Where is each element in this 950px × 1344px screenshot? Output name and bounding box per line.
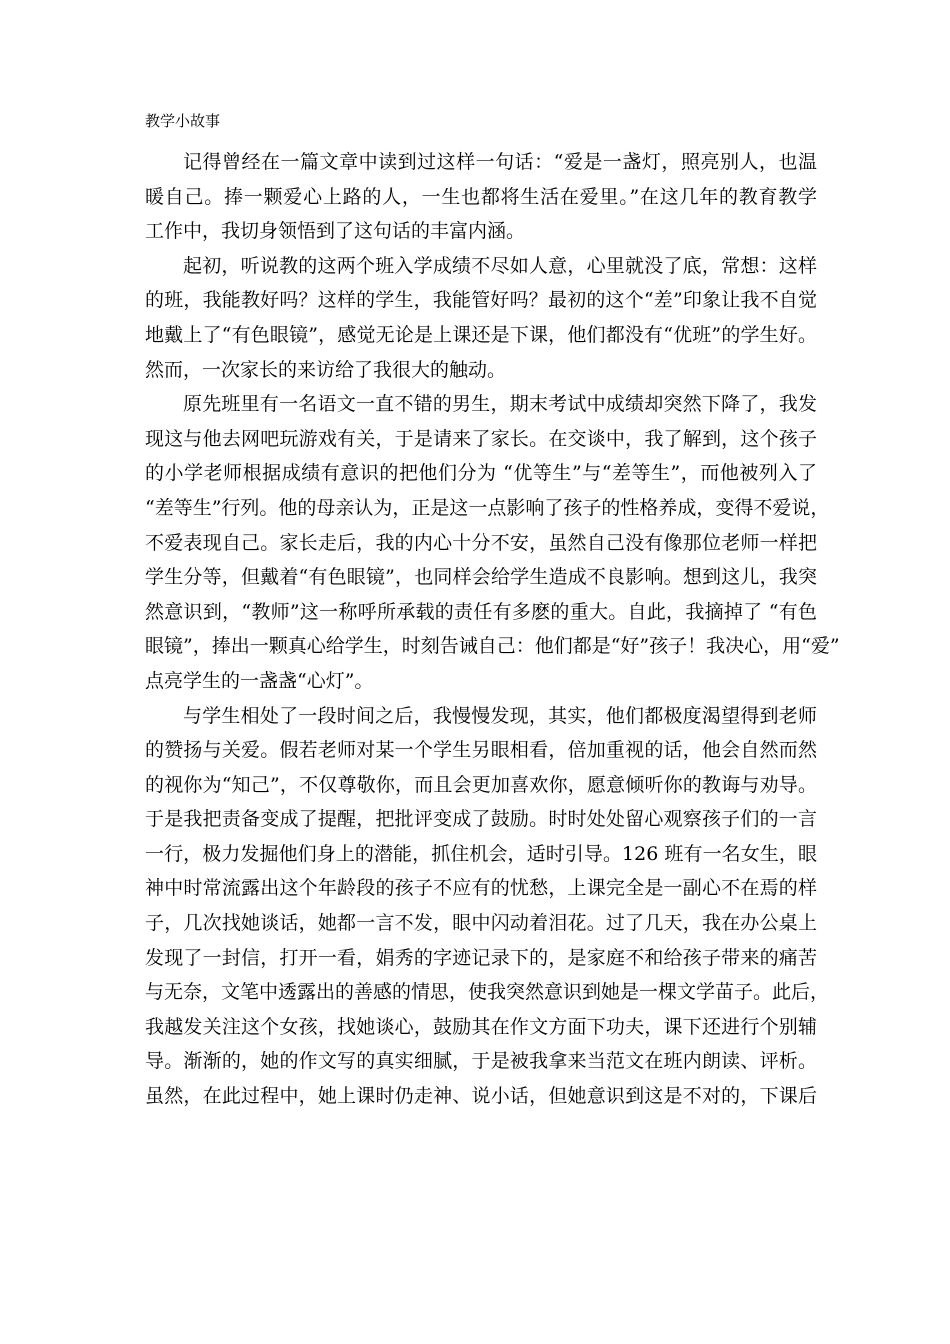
paragraph-line: 点亮学生的一盏盏“心灯”。 bbox=[145, 669, 374, 692]
paragraph-line: 原先班里有一名语文一直不错的男生，期末考试中成绩却突然下降了，我发 bbox=[183, 393, 817, 416]
paragraph-line: 学生分等，但戴着“有色眼镜”，也同样会给学生造成不良影响。想到这儿，我突 bbox=[145, 566, 817, 589]
paragraph-line: 虽然，在此过程中，她上课时仍走神、说小话，但她意识到这是不对的，下课后 bbox=[145, 1085, 817, 1108]
paragraph-line: 然而，一次家长的来访给了我很大的触动。 bbox=[145, 358, 507, 381]
paragraph-line: 的赞扬与关爱。假若老师对某一个学生另眼相看，倍加重视的话，他会自然而然 bbox=[145, 739, 817, 762]
paragraph-line: 子，几次找她谈话，她都一言不发，眼中闪动着泪花。过了几天，我在办公桌上 bbox=[145, 912, 817, 935]
paragraph-line: 发现了一封信，打开一看，娟秀的字迹记录下的，是家庭不和给孩子带来的痛苦 bbox=[145, 946, 817, 969]
document-body bbox=[145, 145, 840, 1114]
paragraph bbox=[145, 145, 817, 249]
paragraph-line: 的班，我能教好吗？这样的学生，我能管好吗？最初的这个“差”印象让我不自觉 bbox=[145, 289, 817, 312]
paragraph bbox=[145, 249, 817, 387]
paragraph-line: 于是我把责备变成了提醒，把批评变成了鼓励。时时处处留心观察孩子们的一言 bbox=[145, 808, 817, 831]
paragraph-line: 我越发关注这个女孩，找她谈心，鼓励其在作文方面下功夫，课下还进行个别辅 bbox=[145, 1015, 817, 1038]
paragraph-line: 与无奈，文笔中透露出的善感的情思，使我突然意识到她是一棵文学苗子。此后， bbox=[145, 981, 830, 1004]
paragraph-line: 起初，听说教的这两个班入学成绩不尽如人意，心里就没了底，常想：这样 bbox=[183, 254, 817, 277]
paragraph-line: “差等生”行列。他的母亲认为，正是这一点影响了孩子的性格养成，变得不爱说， bbox=[145, 496, 830, 519]
paragraph-line: 眼镜”，捧出一颗真心给学生，时刻告诫自己：他们都是“好”孩子！我决心，用“爱” bbox=[145, 635, 840, 658]
paragraph-line: 的小学老师根据成绩有意识的把他们分为 “优等生”与“差等生”，而他被列入了 bbox=[145, 462, 817, 485]
paragraph-line: 暖自己。捧一颗爱心上路的人，一生也都将生活在爱里。”在这几年的教育教学 bbox=[145, 185, 817, 208]
paragraph-line: 的视你为“知己”，不仅尊敬你，而且会更加喜欢你，愿意倾听你的教诲与劝导。 bbox=[145, 773, 817, 796]
paragraph-line: 现这与他去网吧玩游戏有关，于是请来了家长。在交谈中，我了解到，这个孩子 bbox=[145, 427, 817, 450]
document-title: 教学小故事 bbox=[145, 112, 221, 130]
paragraph-line: 地戴上了“有色眼镜”，感觉无论是上课还是下课，他们都没有“优班”的学生好。 bbox=[145, 323, 817, 346]
paragraph bbox=[145, 387, 840, 698]
paragraph-line: 然意识到，“教师”这一称呼所承载的责任有多麽的重大。自此，我摘掉了 “有色 bbox=[145, 600, 817, 623]
paragraph-line: 神中时常流露出这个年龄段的孩子不应有的忧愁，上课完全是一副心不在焉的样 bbox=[145, 877, 817, 900]
paragraph-line: 与学生相处了一段时间之后，我慢慢发现，其实，他们都极度渴望得到老师 bbox=[183, 704, 817, 727]
paragraph-line: 不爱表现自己。家长走后，我的内心十分不安，虽然自己没有像那位老师一样把 bbox=[145, 531, 817, 554]
paragraph-line: 一行，极力发掘他们身上的潜能，抓住机会，适时引导。126 班有一名女生，眼 bbox=[145, 842, 817, 865]
paragraph-line: 导。渐渐的，她的作文写的真实细腻，于是被我拿来当范文在班内朗读、评析。 bbox=[145, 1050, 817, 1073]
paragraph-line: 记得曾经在一篇文章中读到过这样一句话：“爱是一盏灯，照亮别人，也温 bbox=[183, 151, 817, 173]
paragraph-line: 工作中，我切身领悟到了这句话的丰富内涵。 bbox=[145, 220, 526, 243]
paragraph bbox=[145, 699, 830, 1114]
